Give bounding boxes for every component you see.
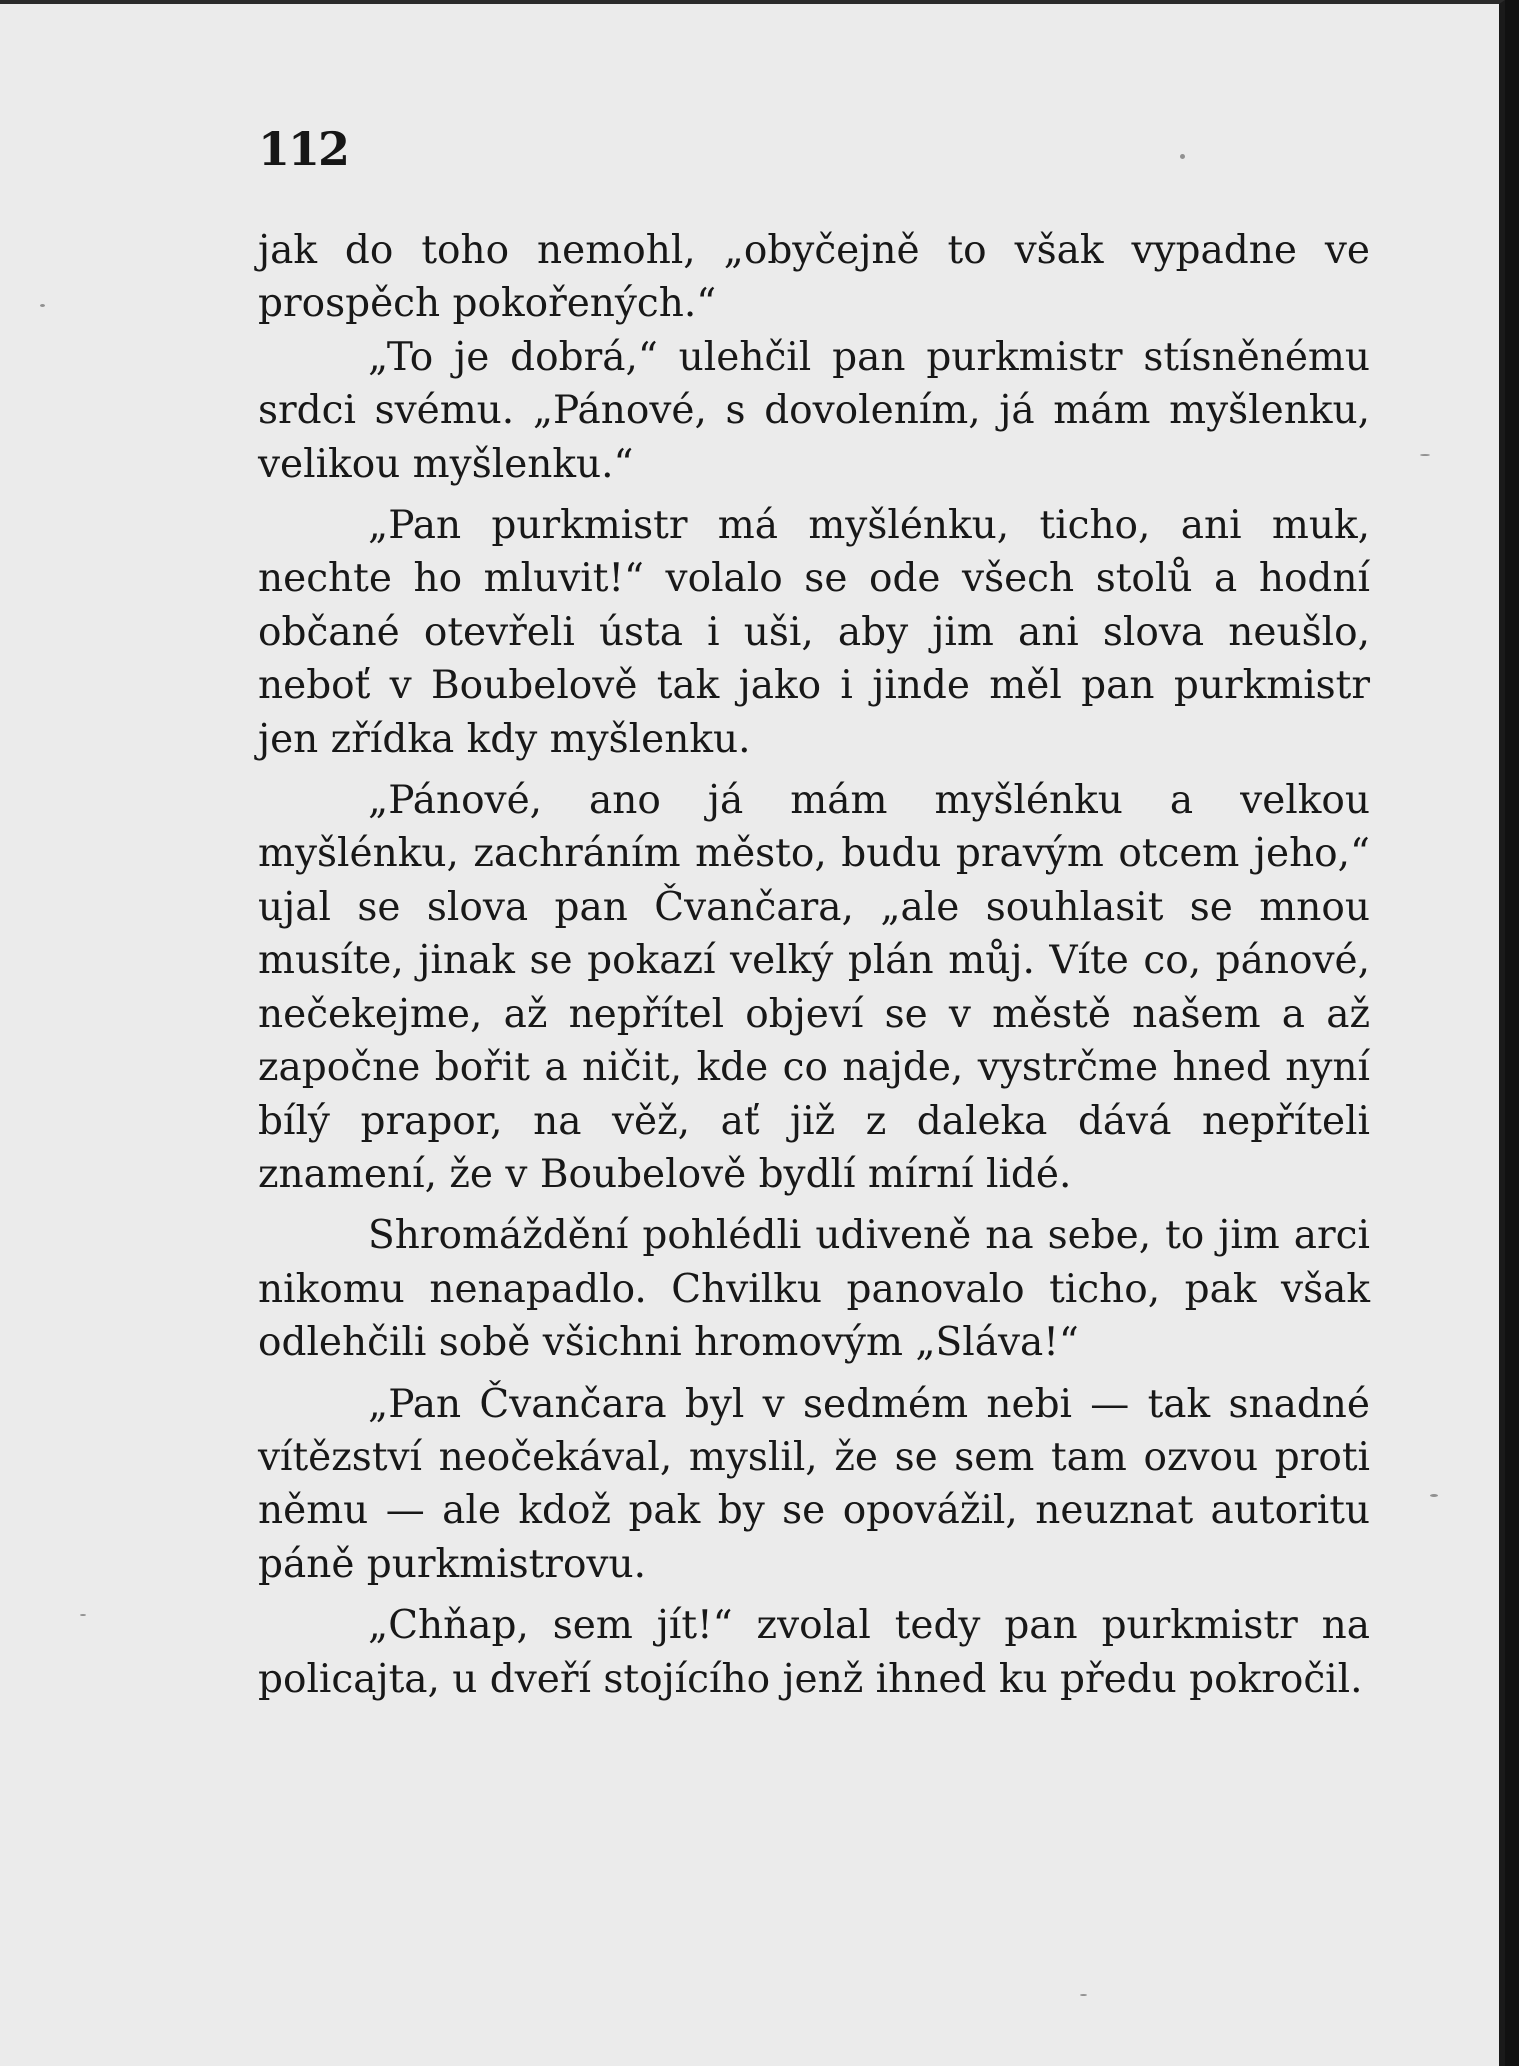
scan-speck — [40, 304, 45, 307]
paragraph: „To je dobrá,“ ulehčil pan purkmistr stísněnému srdci svému. „Pánové, s dovolením, já mám myšlenku, velikou myšlenku.“ — [258, 334, 1370, 487]
paragraph: „Chňap, sem jít!“ zvolal tedy pan purkmistr na policajta, u dveří stojícího jenž ihned ku předu pokročil. — [258, 1603, 1370, 1702]
scan-speck — [80, 1614, 86, 1616]
paragraph: „Pan purkmistr má myšlénku, ticho, ani muk, nechte ho mluvit!“ volalo se ode všech stolů a hodní občané otevřeli ústa i uši, aby jim ani slova neušlo, neboť v Boubelově tak jako i jinde měl pan purkmistr jen zřídka kdy myšlenku. — [258, 503, 1370, 762]
scan-speck — [1420, 454, 1430, 456]
paragraph: „Pan Čvančara byl v sedmém nebi — tak snadné vítězství neočekával, myslil, že se sem tam ozvou proti němu — ale kdož pak by se opovážil, neuznat autoritu páně purkmistrovu. — [258, 1381, 1370, 1587]
page-number: 112 — [258, 122, 349, 176]
paragraph: jak do toho nemohl, „obyčejně to však vypadne ve prospěch pokořených.“ — [258, 228, 1370, 327]
scan-speck — [1180, 154, 1185, 159]
scan-speck — [1080, 1994, 1087, 1996]
scan-speck — [1430, 1494, 1438, 1497]
paragraph: Shromáždění pohlédli udiveně na sebe, to jim arci nikomu nenapadlo. Chvilku panovalo ticho, pak však odlehčili sobě všichni hromovým „Sláva!“ — [258, 1213, 1370, 1366]
paragraph: „Pánové, ano já mám myšlénku a velkou myšlénku, zachráním město, budu pravým otcem jeho,“ ujal se slova pan Čvančara, „ale souhlasit se mnou musíte, jinak se pokazí velký plán můj. Víte co, pánové, nečekejme, až nepřítel objeví se v městě našem a až započne bořit a ničit, kde co najde, vystrčme hned nyní bílý prapor, na věž, ať již z daleka dává nepříteli znamení, že v Boubelově bydlí mírní lidé. — [258, 778, 1370, 1197]
page-body-text — [258, 224, 1370, 1706]
